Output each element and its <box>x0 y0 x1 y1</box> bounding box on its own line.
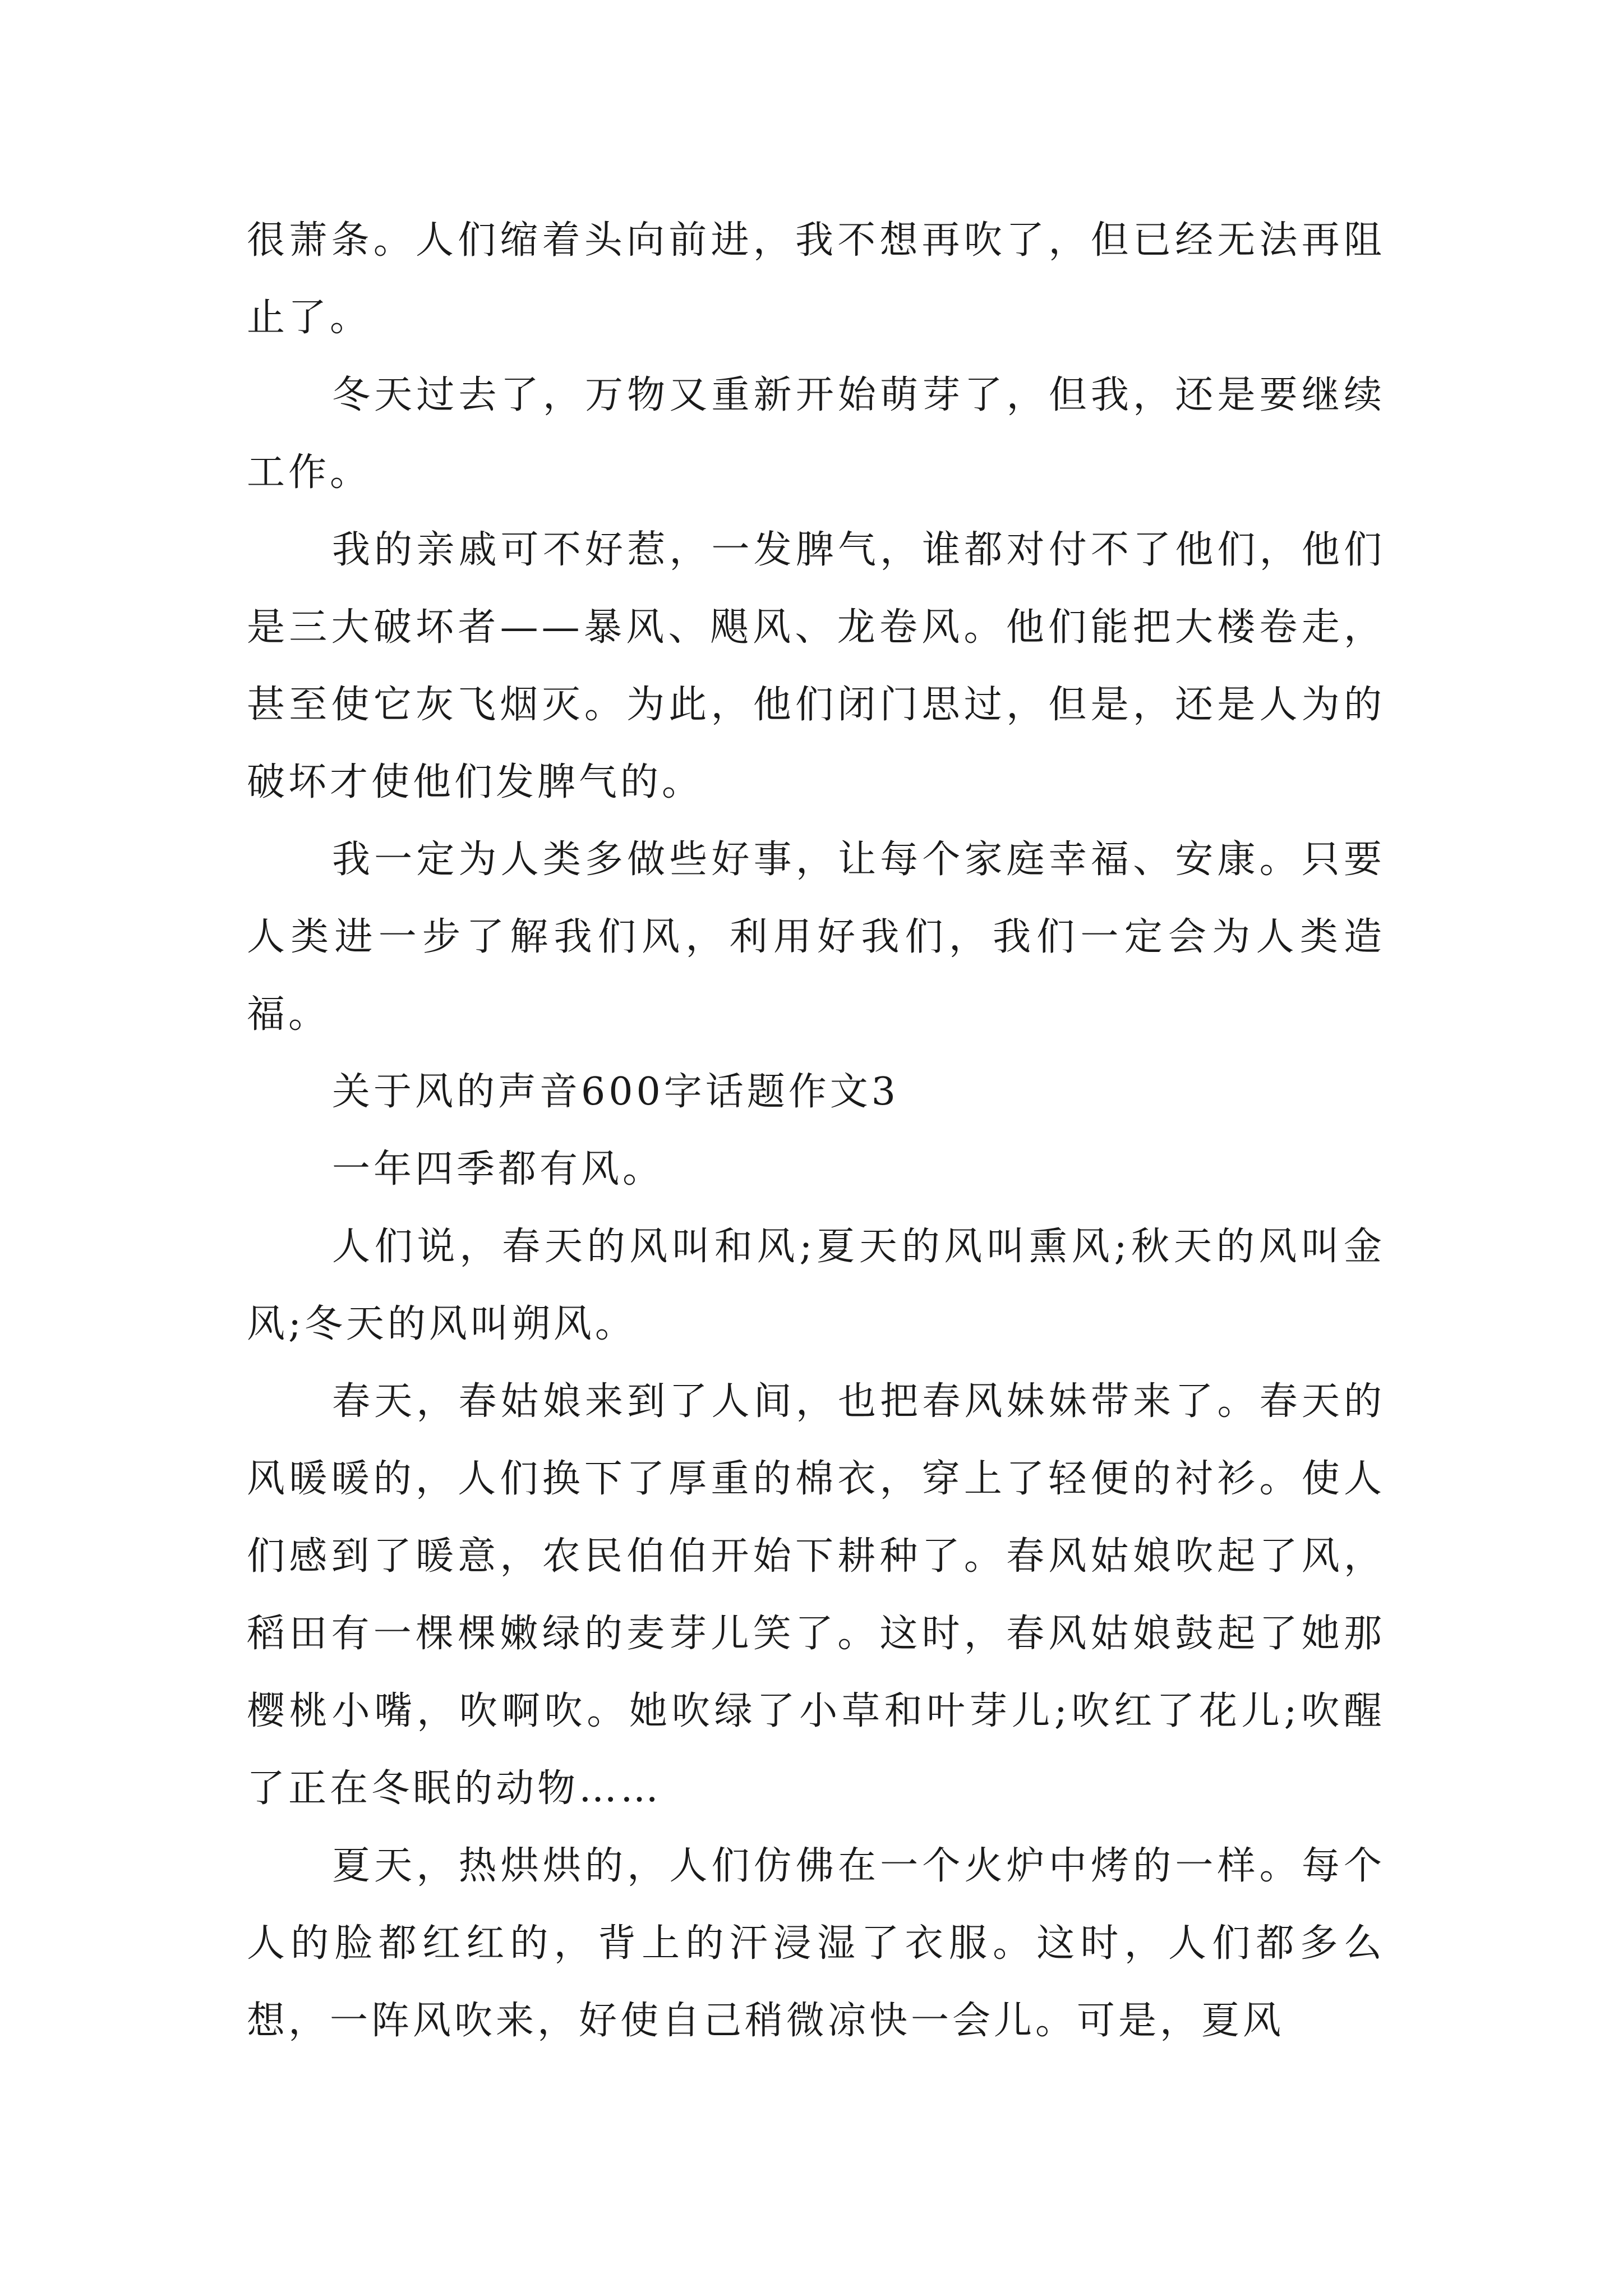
paragraph: 我一定为人类多做些好事，让每个家庭幸福、安康。只要人类进一步了解我们风，利用好我们，我们一定会为人类造福。 <box>247 838 1385 1037</box>
paragraph: 夏天，热烘烘的，人们仿佛在一个火炉中烤的一样。每个人的脸都红红的，背上的汗浸湿了衣服。这时，人们都多么想，一阵风吹来，好使自己稍微凉快一会儿。可是，夏风 <box>247 1844 1385 2043</box>
paragraph: 人们说，春天的风叫和风;夏天的风叫熏风;秋天的风叫金风;冬天的风叫朔风。 <box>247 1225 1385 1346</box>
document-body <box>247 202 1385 2060</box>
section-heading: 关于风的声音600字话题作文3 <box>332 1070 900 1114</box>
paragraph-continuation: 很萧条。人们缩着头向前进，我不想再吹了，但已经无法再阻止了。 <box>247 218 1385 340</box>
paragraph: 冬天过去了，万物又重新开始萌芽了，但我，还是要继续工作。 <box>247 373 1385 495</box>
paragraph: 春天，春姑娘来到了人间，也把春风妹妹带来了。春天的风暖暖的，人们换下了厚重的棉衣，穿上了轻便的衬衫。使人们感到了暖意，农民伯伯开始下耕种了。春风姑娘吹起了风，稻田有一棵棵嫩绿的麦芽儿笑了。这时，春风姑娘鼓起了她那樱桃小嘴，吹啊吹。她吹绿了小草和叶芽儿;吹红了花儿;吹醒了正在冬眠的动物…… <box>247 1379 1385 1811</box>
paragraph: 一年四季都有风。 <box>332 1147 665 1191</box>
paragraph: 我的亲戚可不好惹，一发脾气，谁都对付不了他们，他们是三大破坏者——暴风、飓风、龙卷风。他们能把大楼卷走，甚至使它灰飞烟灭。为此，他们闭门思过，但是，还是人为的破坏才使他们发脾气的。 <box>247 528 1385 804</box>
